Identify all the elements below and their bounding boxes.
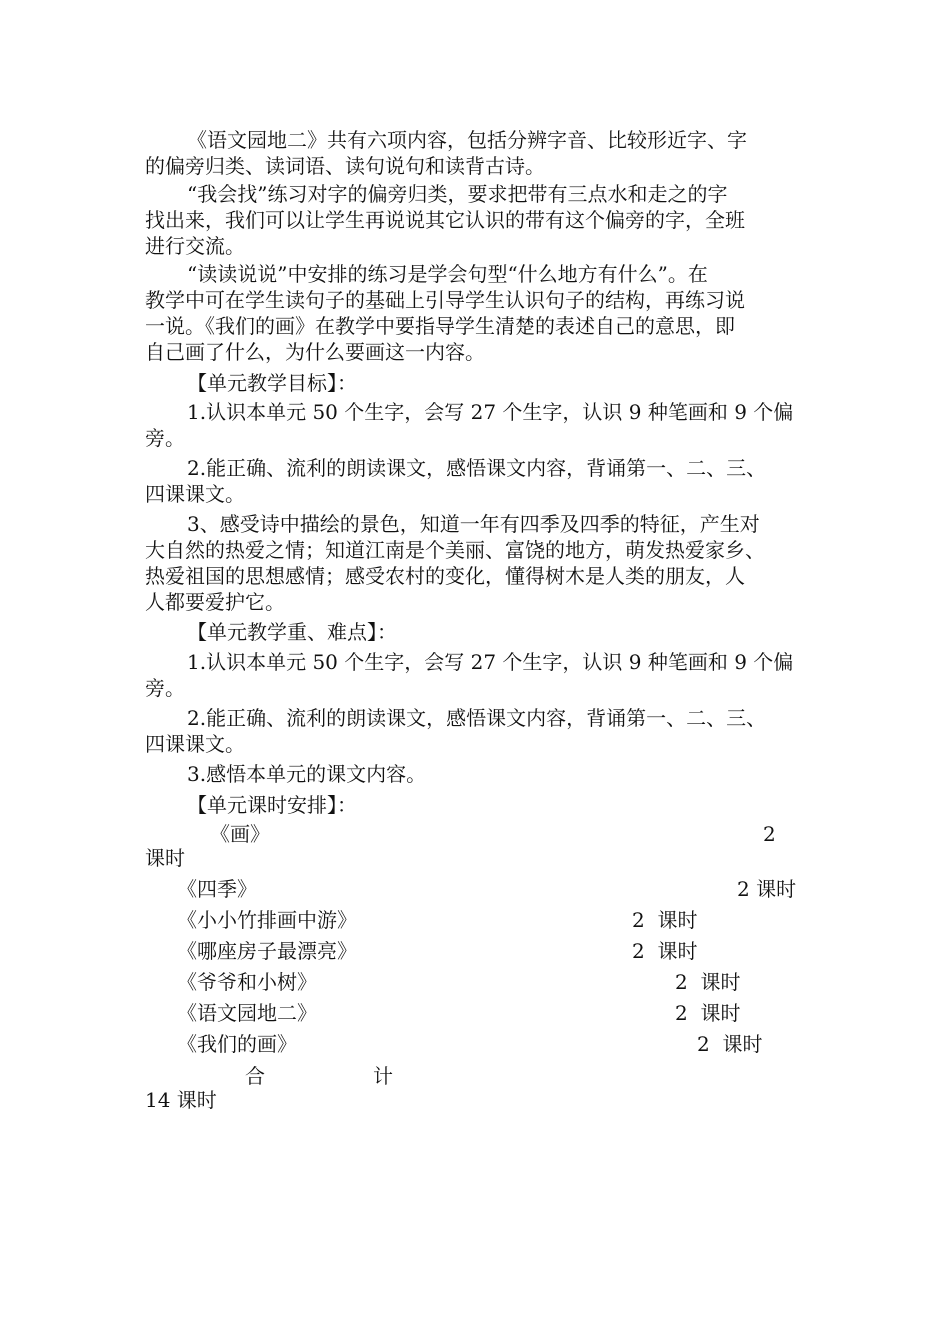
- goal2-line-2: 四课课文。: [145, 482, 245, 506]
- key3-line: 3.感悟本单元的课文内容。: [187, 762, 427, 786]
- read-line-1: “读读说说”中安排的练习是学会句型“什么地方有什么”。在: [187, 262, 708, 286]
- goal1-line-1: 1.认识本单元 50 个生字，会写 27 个生字，认识 9 种笔画和 9 个偏: [187, 400, 794, 424]
- schedule-hours-1: 2: [763, 822, 776, 846]
- schedule-heading: 【单元课时安排】：: [187, 793, 357, 817]
- read-line-4: 自己画了什么，为什么要画这一内容。: [145, 340, 485, 364]
- schedule-title-5: 《爷爷和小树》: [177, 970, 317, 994]
- schedule-title-1: 《画》: [210, 822, 270, 846]
- schedule-unit-1: 课时: [145, 846, 185, 870]
- goal1-line-2: 旁。: [145, 426, 185, 450]
- schedule-hours-6: 2 课时: [675, 1001, 741, 1025]
- intro-line-2: 的偏旁归类、读词语、读句说句和读背古诗。: [145, 154, 545, 178]
- total-label-a: 合: [245, 1064, 265, 1088]
- goal2-line-1: 2.能正确、流利的朗读课文，感悟课文内容，背诵第一、二、三、: [187, 456, 767, 480]
- find-line-2: 找出来，我们可以让学生再说说其它认识的带有这个偏旁的字，全班: [145, 208, 745, 232]
- intro-line-1: 《语文园地二》共有六项内容，包括分辨字音、比较形近字、字: [187, 128, 747, 152]
- goals-heading: 【单元教学目标】：: [187, 371, 357, 395]
- key1-line-2: 旁。: [145, 676, 185, 700]
- schedule-hours-3: 2 课时: [632, 908, 698, 932]
- key2-line-2: 四课课文。: [145, 732, 245, 756]
- schedule-hours-5: 2 课时: [675, 970, 741, 994]
- read-line-3: 一说。《我们的画》在教学中要指导学生清楚的表述自己的意思，即: [145, 314, 735, 338]
- schedule-title-6: 《语文园地二》: [177, 1001, 317, 1025]
- goal3-line-2: 大自然的热爱之情；知道江南是个美丽、富饶的地方，萌发热爱家乡、: [145, 538, 765, 562]
- total-label-b: 计: [373, 1064, 393, 1088]
- schedule-title-7: 《我们的画》: [177, 1032, 297, 1056]
- total-hours: 14 课时: [145, 1088, 217, 1112]
- key1-line-1: 1.认识本单元 50 个生字，会写 27 个生字，认识 9 种笔画和 9 个偏: [187, 650, 794, 674]
- schedule-title-4: 《哪座房子最漂亮》: [177, 939, 357, 963]
- key2-line-1: 2.能正确、流利的朗读课文，感悟课文内容，背诵第一、二、三、: [187, 706, 767, 730]
- goal3-line-3: 热爱祖国的思想感情；感受农村的变化，懂得树木是人类的朋友，人: [145, 564, 745, 588]
- key-heading: 【单元教学重、难点】：: [187, 620, 397, 644]
- find-line-1: “我会找”练习对字的偏旁归类，要求把带有三点水和走之的字: [187, 182, 728, 206]
- schedule-title-3: 《小小竹排画中游》: [177, 908, 357, 932]
- schedule-hours-2: 2 课时: [737, 877, 797, 901]
- schedule-title-2: 《四季》: [177, 877, 257, 901]
- schedule-hours-4: 2 课时: [632, 939, 698, 963]
- find-line-3: 进行交流。: [145, 234, 245, 258]
- goal3-line-4: 人都要爱护它。: [145, 590, 285, 614]
- goal3-line-1: 3、感受诗中描绘的景色，知道一年有四季及四季的特征，产生对: [187, 512, 760, 536]
- read-line-2: 教学中可在学生读句子的基础上引导学生认识句子的结构，再练习说: [145, 288, 745, 312]
- schedule-hours-7: 2 课时: [697, 1032, 763, 1056]
